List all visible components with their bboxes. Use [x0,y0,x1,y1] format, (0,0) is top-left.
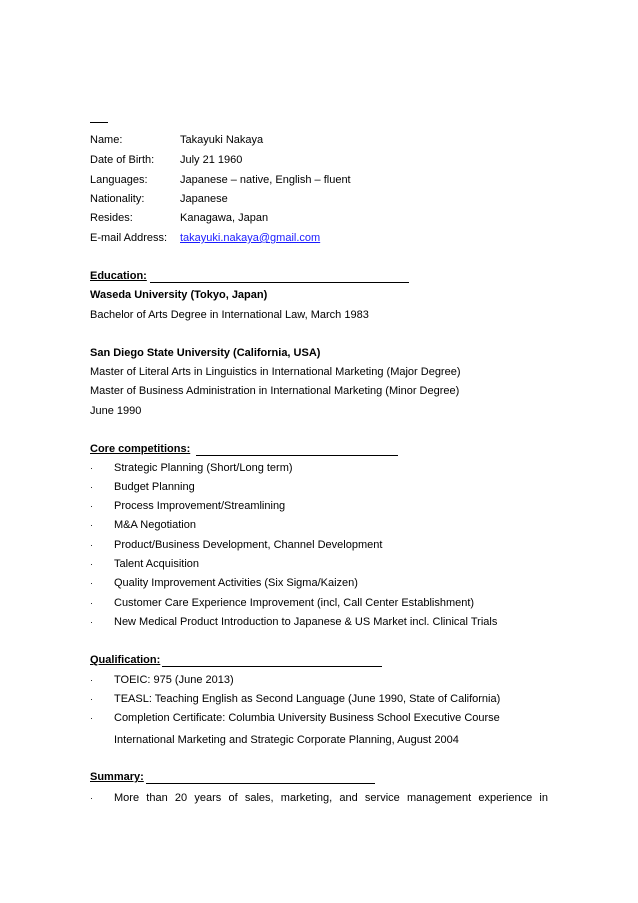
school-1-name: Waseda University (Tokyo, Japan) [90,289,268,301]
core-item: Quality Improvement Activities (Six Sigma/Kaizen) [114,577,358,589]
email-label: E-mail Address: [90,232,168,244]
core-heading: Core competitions: [90,443,191,455]
qualification-heading: Qualification: [90,654,161,666]
resides-label: Resides: [90,212,133,224]
core-item: Talent Acquisition [114,558,199,570]
dob-value: July 21 1960 [180,154,243,166]
bullet-icon: · [90,540,93,550]
summary-heading-rule [146,783,375,784]
bullet-icon: · [90,482,93,492]
languages-value: Japanese – native, English – fluent [180,174,351,186]
bullet-icon: · [90,578,93,588]
bullet-icon: · [90,713,93,723]
summary-item: More than 20 years of sales, marketing, and service management experience in [114,792,548,804]
school-2-name: San Diego State University (California, USA) [90,347,321,359]
school-2-date: June 1990 [90,405,142,417]
name-label: Name: [90,134,123,146]
nationality-value: Japanese [180,193,228,205]
bullet-icon: · [90,520,93,530]
top-rule [90,122,108,123]
core-item: Strategic Planning (Short/Long term) [114,462,293,474]
languages-label: Languages: [90,174,148,186]
core-item: Budget Planning [114,481,195,493]
school-2-degree-1: Master of Literal Arts in Linguistics in International Marketing (Major Degree) [90,366,461,378]
core-item: M&A Negotiation [114,519,196,531]
bullet-icon: · [90,694,93,704]
resides-value: Kanagawa, Japan [180,212,269,224]
core-item: Customer Care Experience Improvement (incl, Call Center Establishment) [114,597,475,609]
bullet-icon: · [90,598,93,608]
qualification-item: TEASL: Teaching English as Second Language (June 1990, State of California) [114,693,501,705]
education-heading-rule [150,282,409,283]
bullet-icon: · [90,463,93,473]
bullet-icon: · [90,559,93,569]
bullet-icon: · [90,675,93,685]
nationality-label: Nationality: [90,193,145,205]
core-item: New Medical Product Introduction to Japanese & US Market incl. Clinical Trials [114,616,498,628]
core-item: Process Improvement/Streamlining [114,500,286,512]
school-1-degree: Bachelor of Arts Degree in International Law, March 1983 [90,309,369,321]
bullet-icon: · [90,793,93,803]
dob-label: Date of Birth: [90,154,155,166]
school-2-degree-2: Master of Business Administration in International Marketing (Minor Degree) [90,385,460,397]
summary-heading: Summary: [90,771,144,783]
qualification-item: TOEIC: 975 (June 2013) [114,674,234,686]
bullet-icon: · [90,501,93,511]
education-heading: Education: [90,270,147,282]
qualification-item: Completion Certificate: Columbia University Business School Executive Course [114,712,500,724]
qualification-heading-rule [162,666,382,667]
bullet-icon: · [90,617,93,627]
qualification-continuation: International Marketing and Strategic Corporate Planning, August 2004 [114,734,459,746]
core-item: Product/Business Development, Channel Development [114,539,383,551]
name-value: Takayuki Nakaya [180,134,264,146]
email-link[interactable]: takayuki.nakaya@gmail.com [180,232,321,244]
core-heading-rule [196,455,398,456]
